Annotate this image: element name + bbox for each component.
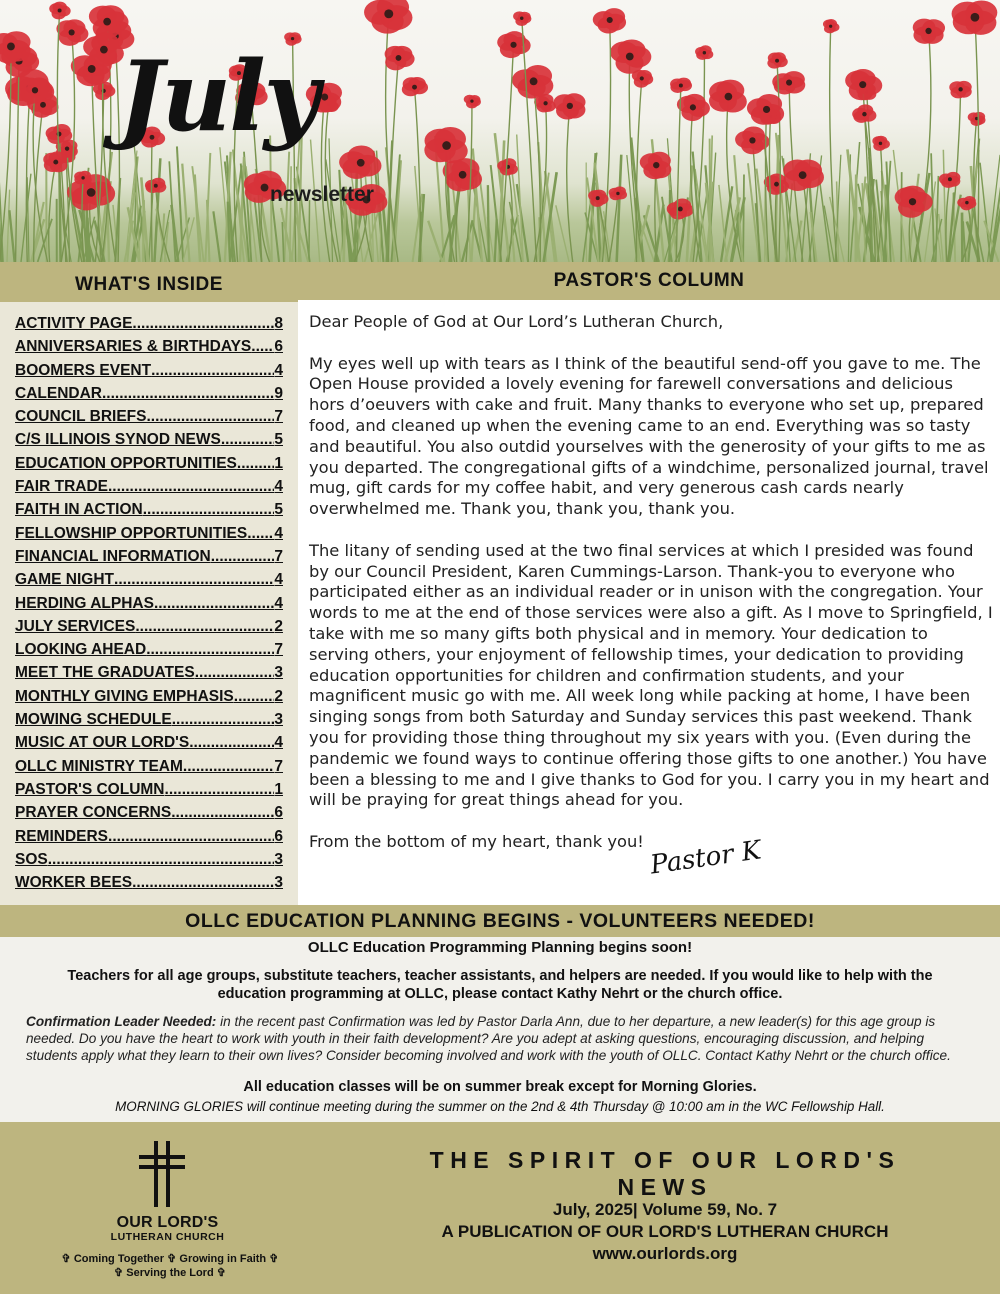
toc-item-page: 4	[274, 734, 283, 752]
whats-inside-heading	[0, 262, 298, 302]
grass-blade	[7, 190, 10, 262]
poppy-flower	[609, 186, 627, 200]
toc-dot-leader	[135, 615, 274, 638]
toc-dot-leader	[132, 871, 274, 894]
poppy-flower	[553, 93, 585, 119]
toc-item-label: WORKER BEES	[15, 874, 133, 892]
poppy-flower	[497, 31, 530, 58]
toc-item[interactable]	[15, 731, 283, 754]
toc-item-page: 5	[274, 501, 283, 519]
toc-item[interactable]	[15, 522, 283, 545]
toc-item-page: 4	[274, 478, 283, 496]
church-tagline: ✞ Serving the Lord ✞	[114, 1267, 226, 1279]
toc-item[interactable]	[15, 778, 283, 801]
toc-item[interactable]	[15, 661, 283, 684]
poppy-flower	[74, 171, 92, 185]
poppy-stem	[151, 137, 152, 262]
poppy-flower	[443, 158, 482, 191]
toc-item[interactable]	[15, 801, 283, 824]
pastor-greeting: Dear People of God at Our Lord’s Lutheran Church,	[309, 312, 724, 331]
poppy-stem	[676, 85, 681, 262]
grass-blade	[819, 177, 830, 262]
toc-dot-leader	[183, 755, 274, 778]
toc-dot-leader	[211, 545, 275, 568]
grass-blade	[743, 175, 744, 262]
poppy-stem	[752, 140, 759, 262]
toc-item-label: C/S ILLINOIS SYNOD NEWS	[15, 431, 221, 449]
toc-item-label: EDUCATION OPPORTUNITIES	[15, 454, 237, 472]
poppy-flower	[767, 52, 787, 68]
poppy-flower	[747, 94, 784, 125]
toc-dot-leader	[154, 592, 274, 615]
poppy-flower	[339, 145, 381, 178]
toc-dot-leader	[132, 312, 274, 335]
toc-dot-leader	[171, 801, 274, 824]
grass-blade	[556, 205, 569, 262]
pastors-column-body	[309, 312, 993, 874]
toc-item-page: 1	[274, 454, 283, 472]
toc-item-label: FELLOWSHIP OPPORTUNITIES	[15, 524, 248, 542]
toc-dot-leader	[247, 522, 274, 545]
poppy-flower	[610, 39, 651, 73]
toc-dot-leader	[114, 568, 274, 591]
toc-item-label: ANNIVERSARIES & BIRTHDAYS	[15, 338, 252, 356]
toc-item[interactable]	[15, 568, 283, 591]
toc-item-label: MONTHLY GIVING EMPHASIS	[15, 687, 234, 705]
poppy-flower	[43, 151, 67, 172]
toc-dot-leader	[146, 405, 274, 428]
toc-item-page: 7	[274, 408, 283, 426]
toc-item-page: 9	[274, 384, 283, 402]
toc-item[interactable]	[15, 848, 283, 871]
confirmation-leader-lead: Confirmation Leader Needed:	[26, 1014, 217, 1029]
newsletter-title: July	[118, 40, 318, 153]
poppy-flower	[872, 136, 890, 151]
toc-item-label: REMINDERS	[15, 827, 109, 845]
newsletter-subtitle: newsletter	[270, 183, 374, 206]
poppy-stem	[522, 18, 537, 262]
publication-title: THE SPIRIT OF OUR LORD'S NEWS	[429, 1147, 901, 1200]
poppy-flower	[424, 127, 467, 163]
poppy-flower	[402, 77, 428, 96]
toc-item-label: OLLC MINISTRY TEAM	[15, 757, 183, 775]
toc-item-label: LOOKING AHEAD	[15, 641, 147, 659]
church-logo-subtitle: LUTHERAN CHURCH	[110, 1231, 225, 1243]
poppy-flower	[677, 94, 710, 121]
toc-item-page: 3	[274, 850, 283, 868]
toc-item-page: 1	[274, 780, 283, 798]
poppy-flower	[709, 80, 747, 113]
pastors-column-heading-text: PASTOR'S COLUMN	[553, 270, 745, 291]
summer-break-notice: All education classes will be on summer break except for Morning Glories.	[243, 1079, 757, 1095]
toc-item[interactable]	[15, 382, 283, 405]
toc-dot-leader	[221, 428, 275, 451]
confirmation-leader-paragraph	[26, 1013, 976, 1064]
toc-dot-leader	[172, 708, 275, 731]
toc-item-label: COUNCIL BRIEFS	[15, 408, 147, 426]
toc-item-page: 5	[274, 431, 283, 449]
toc-dot-leader	[189, 731, 274, 754]
toc-item-page: 2	[274, 687, 283, 705]
header-banner	[0, 0, 1000, 262]
toc-dot-leader	[234, 685, 275, 708]
toc-item-page: 3	[274, 664, 283, 682]
education-heading-text: OLLC EDUCATION PLANNING BEGINS - VOLUNTEERS NEEDED!	[185, 909, 815, 932]
toc-dot-leader	[108, 825, 274, 848]
poppy-flower	[512, 65, 553, 98]
toc-item[interactable]	[15, 685, 283, 708]
toc-item-label: FAIR TRADE	[15, 478, 108, 496]
poppy-stem	[49, 162, 56, 262]
poppy-flower	[145, 178, 166, 193]
poppy-flower	[46, 124, 73, 144]
toc-item-label: MUSIC AT OUR LORD'S	[15, 734, 190, 752]
grass-blade	[669, 190, 670, 262]
poppy-flower	[823, 19, 840, 33]
poppy-flower	[364, 0, 412, 34]
toc-item-label: BOOMERS EVENT	[15, 361, 152, 379]
publisher-line: A PUBLICATION OF OUR LORD'S LUTHERAN CHURCH	[441, 1222, 889, 1241]
toc-item[interactable]	[15, 312, 283, 335]
grass-blade	[282, 222, 283, 262]
toc-dot-leader	[237, 452, 274, 475]
poppy-flower	[695, 45, 713, 60]
poppy-stem	[567, 106, 573, 262]
toc-dot-leader	[108, 475, 274, 498]
pastor-signature: Pastor K	[648, 835, 763, 881]
toc-item-page: 7	[274, 757, 283, 775]
education-heading	[0, 905, 1000, 937]
toc-item-page: 4	[274, 594, 283, 612]
church-logo-name: OUR LORD'S	[116, 1214, 219, 1231]
grass-blade	[9, 210, 14, 262]
toc-item[interactable]	[15, 708, 283, 731]
poppy-flower	[845, 69, 882, 100]
toc-item-label: SOS	[15, 850, 48, 868]
poppy-flower	[913, 19, 945, 44]
poppy-flower	[640, 152, 672, 179]
poppy-flower	[593, 8, 626, 33]
toc-item-label: CALENDAR	[15, 384, 102, 402]
toc-item-page: 3	[274, 874, 283, 892]
poppy-flower	[0, 31, 31, 63]
table-of-contents	[0, 302, 298, 905]
poppy-flower	[670, 78, 692, 93]
toc-item[interactable]	[15, 592, 283, 615]
poppy-flower	[385, 46, 415, 70]
toc-item[interactable]	[15, 475, 283, 498]
grass-blade	[290, 166, 291, 262]
poppy-flower	[968, 112, 986, 126]
toc-item-page: 6	[274, 827, 283, 845]
morning-glories-notice: MORNING GLORIES will continue meeting during the summer on the 2nd & 4th Thursday @ 10:00 am in the WC Fellowship Hall.	[115, 1099, 885, 1114]
grass-blade	[488, 185, 489, 262]
toc-item-label: PRAYER CONCERNS	[15, 804, 172, 822]
toc-item-page: 8	[274, 315, 283, 332]
toc-item-page: 7	[274, 547, 283, 565]
church-tagline: ✞ Coming Together ✞ Growing in Faith ✞	[61, 1253, 279, 1265]
whats-inside-heading-text: WHAT'S INSIDE	[75, 274, 223, 295]
toc-item[interactable]	[15, 335, 283, 358]
toc-dot-leader	[143, 498, 275, 521]
education-teachers-needed: Teachers for all age groups, substitute teachers, teacher assistants, and helpers are needed. If you would like to help with the education programming at OLLC, please contact Kathy Nehrt or the church office.	[67, 968, 933, 1002]
toc-item-label: HERDING ALPHAS	[15, 594, 154, 612]
poppy-flower	[939, 172, 961, 188]
toc-item-page: 2	[274, 617, 283, 635]
poppy-flower	[949, 81, 971, 98]
toc-item[interactable]	[15, 405, 283, 428]
toc-item[interactable]	[15, 825, 283, 848]
toc-dot-leader	[151, 359, 274, 382]
toc-item-label: MOWING SCHEDULE	[15, 711, 172, 729]
toc-item[interactable]	[15, 428, 283, 451]
toc-item[interactable]	[15, 871, 283, 894]
toc-item[interactable]	[15, 545, 283, 568]
toc-item-page: 4	[274, 524, 283, 542]
toc-dot-leader	[165, 778, 275, 801]
poppy-stem	[914, 31, 931, 262]
toc-item[interactable]	[15, 638, 283, 661]
toc-item[interactable]	[15, 359, 283, 382]
toc-item-page: 3	[274, 711, 283, 729]
toc-item-label: MEET THE GRADUATES	[15, 664, 195, 682]
confirmation-leader-text: in the recent past Confirmation was led by Pastor Darla Ann, due to her departure, a new leader(s) for this age group is needed. Do you have the heart to work with youth in their faith development? Are you adept at asking questions, encouraging discussion, and helping students apply what they learn to their own lives? Consider becoming involved and work with the youth of OLLC. Contact Kathy Nehrt or the church office.	[26, 1014, 951, 1063]
poppy-flower	[852, 104, 876, 122]
toc-dot-leader	[251, 335, 274, 358]
poppy-flower	[513, 11, 531, 26]
toc-item-label: PASTOR'S COLUMN	[15, 780, 165, 798]
issue-info: July, 2025| Volume 59, No. 7	[552, 1200, 778, 1219]
toc-item-page: 4	[274, 571, 283, 589]
pastors-column-heading	[298, 262, 1000, 300]
toc-item-label: FINANCIAL INFORMATION	[15, 547, 211, 565]
poppy-flower	[71, 54, 112, 86]
toc-item-page: 4	[274, 361, 283, 379]
grass-blade	[617, 155, 622, 262]
toc-dot-leader	[195, 661, 275, 684]
poppy-flower	[952, 0, 998, 34]
toc-item-page: 6	[274, 804, 283, 822]
toc-item-label: ACTIVITY PAGE	[15, 315, 133, 332]
toc-item[interactable]	[15, 452, 283, 475]
toc-item[interactable]	[15, 615, 283, 638]
pastor-paragraph: The litany of sending used at the two final services at which I presided was found by our Council President, Karen Cummings-Larson. Thank-you to everyone who participated either as an individual reader or in unison with the congregation. Your words to me at the end of those services were also a gift. As I move to Springfield, I take with me so many gifts both physical and in memory. Your dedication to serving others, your enjoyment of fellowship times, your dedication to providing education opportunities for children and confirmation students, and your magnificent music go with me. All week long while packing at home, I have been singing songs from both Saturday and Sunday services this past weekend. Thank you for providing those thing throughout my six years with you. (Even during the pandemic we found ways to continue offering those gifts to one another.) You have been a blessing to me and I give thanks to God for you. I carry you in my heart and will be praying for great things ahead for you.	[309, 540, 993, 810]
toc-dot-leader	[102, 382, 274, 405]
pastor-closing: From the bottom of my heart, thank you!	[309, 831, 644, 851]
pastor-paragraph: My eyes well up with tears as I think of the beautiful send-off you gave to me. The Open House provided a lovely evening for farewell conversations and delicious hors d’oeuvers with cake and fruit. Many thanks to everyone who set up, prepared food, and cleaned up when the evening came to an end. Everything was so tasty and beautiful. You also outdid yourselves with the generosity of your gifts to me as you departed. The congregational gifts of a windchime, personalized journal, travel mug, gift cards for my coffee habit, and very generous cash cards nearly overwhelmed me. Thank you, thank you, thank you.	[309, 353, 989, 519]
poppy-flower	[56, 19, 88, 45]
education-subheading: OLLC Education Programming Planning begins soon!	[307, 939, 693, 956]
toc-dot-leader	[48, 848, 275, 871]
church-cross-icon	[135, 1141, 189, 1207]
toc-item-label: JULY SERVICES	[15, 617, 136, 635]
toc-item[interactable]	[15, 755, 283, 778]
grass-blade	[428, 221, 442, 262]
poppy-flower	[49, 2, 70, 20]
toc-item-page: 6	[274, 338, 283, 356]
toc-item-page: 7	[274, 641, 283, 659]
grass-blade	[213, 211, 220, 262]
toc-item-label: GAME NIGHT	[15, 571, 115, 589]
poppy-flower	[464, 95, 481, 109]
toc-dot-leader	[146, 638, 274, 661]
toc-item[interactable]	[15, 498, 283, 521]
toc-item-label: FAITH IN ACTION	[15, 501, 143, 519]
grass-blade	[207, 200, 209, 262]
website-link[interactable]: www.ourlords.org	[592, 1244, 738, 1263]
